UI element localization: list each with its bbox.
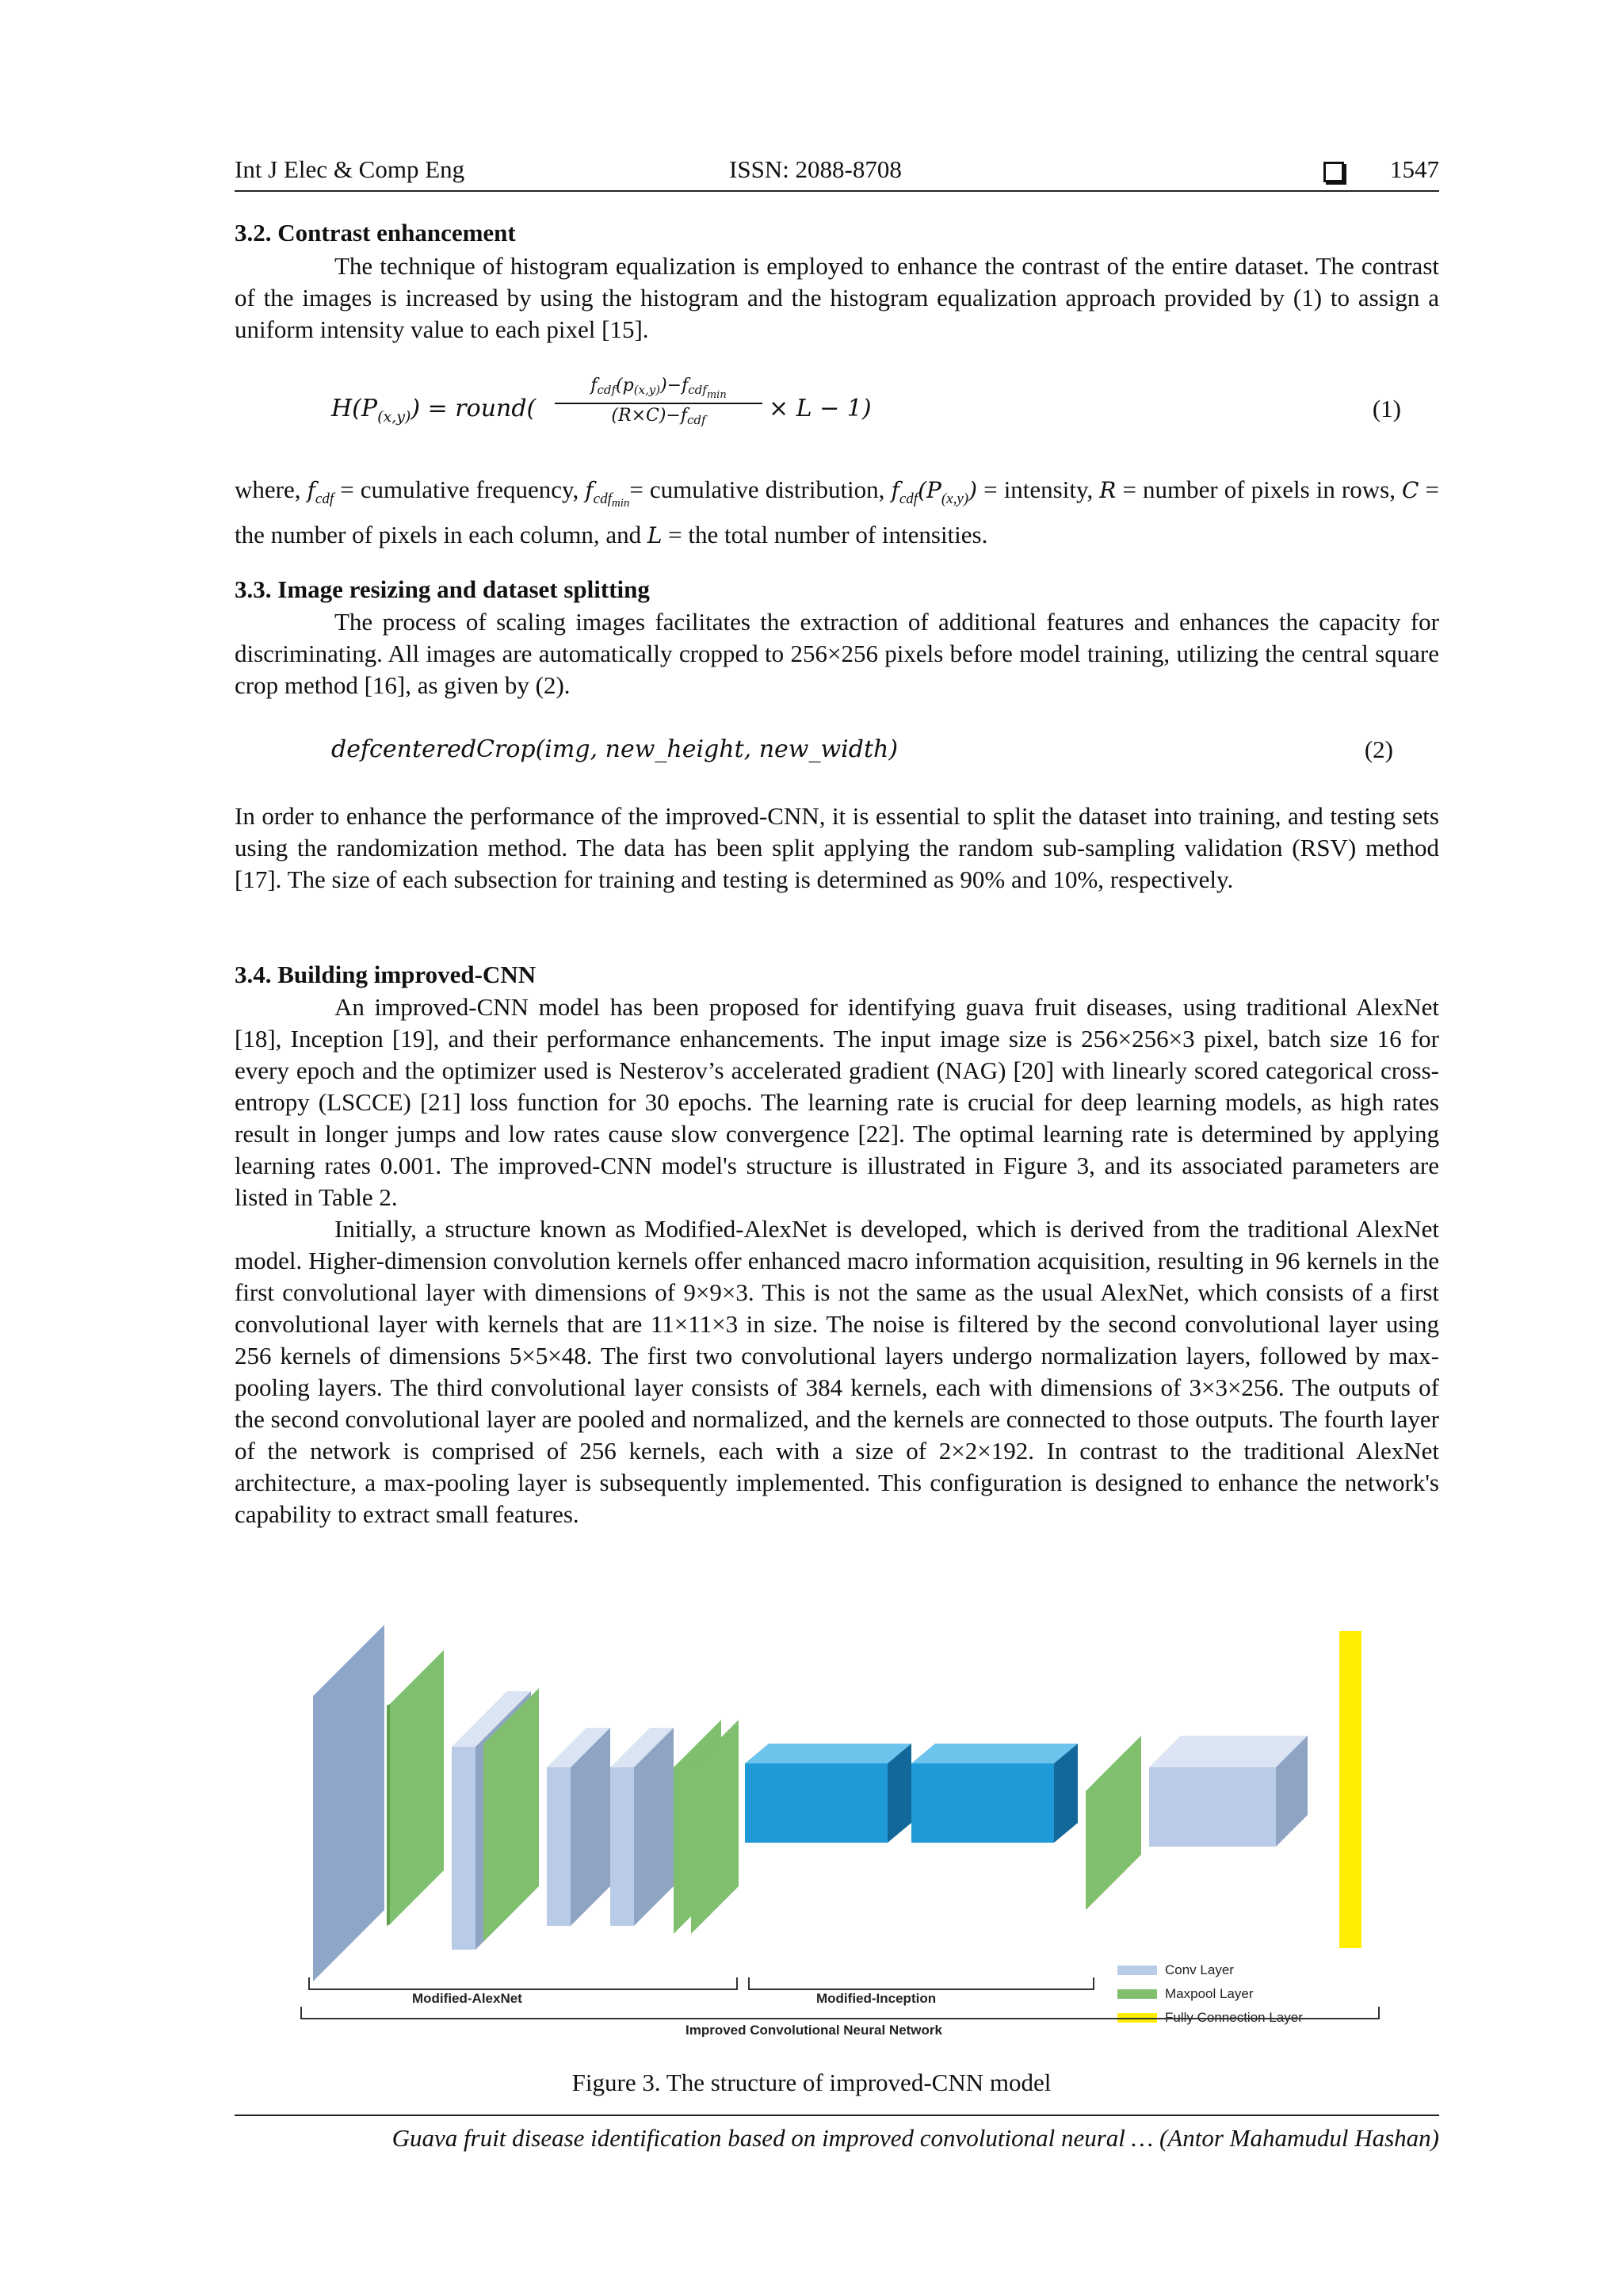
equation-1-fraction (555, 376, 762, 427)
legend-maxpool-swatch (1117, 1989, 1157, 1999)
issn: ISSN: 2088-8708 (729, 155, 902, 183)
eq-den-sub: cdf (687, 413, 706, 427)
section-heading-3-3: 3.3. Image resizing and dataset splitting (235, 575, 650, 603)
square-bullet-icon (1323, 162, 1344, 182)
eq-cdf-sub: cdf (597, 383, 617, 397)
maxpool-layer-edge (387, 1704, 390, 1926)
equation-1-tail: × L − 1) (769, 395, 872, 422)
eq-denominator (555, 404, 762, 427)
text: = the total number of intensities. (662, 521, 988, 548)
inception-block-top (745, 1744, 911, 1763)
sym: L (647, 522, 663, 548)
sym-sub: cdf (899, 491, 918, 507)
eq-numerator (555, 376, 762, 404)
page-number: 1547 (1390, 155, 1439, 183)
journal-name: Int J Elec & Comp Eng (235, 155, 465, 183)
paragraph: In order to enhance the performance of the improved-CNN, it is essential to split the dataset into training, and testing sets using the randomization method. The data has been split applying the random sub-sampling validation (RSV) method [17]. The size of each subsection for training and testing is determined as 90% and 10%, respectively. (235, 802, 1439, 893)
section-heading-3-4: 3.4. Building improved-CNN (235, 961, 537, 988)
sym: R (1099, 477, 1117, 503)
eq-xy-sub: (x,y) (633, 383, 661, 397)
section-3-4-body (235, 991, 1439, 1530)
equation-1 (0, 372, 1623, 444)
paragraph: The process of scaling images facilitates the extraction of additional features and enhances the capacity for discriminating. All images are automatically cropped to 256×256 pixels before model training, utilizing the central square crop method [16], as given by (2). (235, 608, 1439, 699)
paragraph: An improved-CNN model has been proposed for identifying guava fruit diseases, using traditional AlexNet [18], Inception [19], and their performance enhancements. The input image size is 256×256×3 pixel, batch size 16 for every epoch and the optimizer used is Nesterov’s accelerated gradient (NAG) [20] with linearly scored categorical cross-entropy (LSCCE) [21] loss function for 30 epochs. The learning rate is crucial for deep learning models, as high rates result in longer jumps and low rates cause slow convergence [22]. The optimal learning rate is determined by applying learning rates 0.001. The improved-CNN model's structure is illustrated in Figure 3, and its associated parameters are listed in Table 2. (235, 993, 1439, 1211)
eq-den: (R×C)−f (611, 406, 687, 426)
section-3-3-body-2 (235, 800, 1439, 896)
conv-layer (610, 1767, 634, 1926)
equation-1-number: (1) (1372, 395, 1401, 422)
sym: C (1402, 477, 1419, 503)
bracket-inception (749, 1977, 1094, 1989)
text: = cumulative distribution, (629, 476, 892, 503)
maxpool-layer (390, 1650, 444, 1924)
equation-2-body: defcenteredCrop(img, new_height, new_width) (331, 735, 899, 763)
paragraph: The technique of histogram equalization is employed to enhance the contrast of the entire dataset. The contrast of the images is increased by using the histogram and the histogram equalization approach provided by (1) to assign a uniform intensity value to each pixel [15]. (235, 252, 1439, 343)
sym-sub: min (611, 497, 630, 510)
conv-layer (452, 1747, 475, 1950)
sym: f (585, 477, 594, 503)
maxpool-layer (1094, 1736, 1141, 1902)
sym-sub: (x,y) (941, 491, 969, 507)
label-inception: Modified-Inception (816, 1991, 937, 2006)
eq-cdf-sub2: cdf (688, 383, 707, 397)
equation-2 (0, 720, 1623, 763)
inception-block-top (911, 1744, 1078, 1763)
sym: (P (918, 477, 941, 503)
equation-2-number: (2) (1364, 735, 1393, 763)
paragraph: Initially, a structure known as Modified-AlexNet is developed, which is derived from the traditional AlexNet model. Higher-dimension convolution kernels offer enhanced macro information acquisition, resulting in 96 kernels in the first convolutional layer with dimensions of 9×9×3. This is not the same as the usual AlexNet, which consists of a first convolutional layer with kernels that are 11×11×3 in size. The noise is filtered by the second convolutional layer using 256 kernels of dimensions 5×5×48. The first two convolutional layers undergo normalization layers, followed by max-pooling layers. The third convolutional layer consists of 384 kernels, each with dimensions of 3×3×256. The outputs of the second convolutional layer are pooled and normalized, and the kernels are connected to those outputs. The fourth layer of the network is comprised of 256 kernels, each with a size of 2×2×192. In contrast to the traditional AlexNet architecture, a max-pooling layer is subsequently implemented. This configuration is designed to enhance the network's capability to extract small features. (235, 1215, 1439, 1528)
text: = number of pixels in rows, (1116, 476, 1403, 503)
eq-lhs-sub: (x,y) (377, 408, 411, 426)
sym-sub: cdf (315, 491, 334, 507)
equation-1-lhs (331, 395, 536, 426)
figure-caption: Figure 3. The structure of improved-CNN model (571, 2069, 1052, 2096)
sym-sub: cdf (593, 491, 612, 507)
inception-block (745, 1763, 888, 1843)
eq-lhs: H(P (331, 395, 378, 422)
sym: f (891, 477, 899, 503)
label-alexnet: Modified-AlexNet (412, 1991, 522, 2006)
running-header (235, 155, 1439, 192)
text: where, (235, 476, 307, 503)
eq-round: ) = round( (411, 395, 537, 422)
inception-block (911, 1763, 1054, 1843)
section-3-3-body (235, 606, 1439, 701)
eq-min-sub: min (706, 389, 727, 401)
section-3-2-body (235, 250, 1439, 346)
conv-layer (547, 1767, 571, 1926)
where-clause (235, 474, 1439, 552)
legend-conv-label: Conv Layer (1165, 1962, 1234, 1977)
paragraph (235, 474, 1439, 552)
legend-conv-swatch (1117, 1966, 1157, 1975)
cnn-architecture-diagram (293, 1617, 1403, 2037)
eq-minus-f: )−f (660, 376, 689, 395)
sym: f (307, 477, 315, 503)
legend-fc-label: Fully Connection Layer (1165, 2010, 1303, 2025)
legend-maxpool-label: Maxpool Layer (1165, 1986, 1254, 2001)
eq-p: (p (616, 376, 634, 395)
text: = intensity, (977, 476, 1100, 503)
label-overall: Improved Convolutional Neural Network (685, 2023, 942, 2037)
running-footer: Guava fruit disease identification based on improved convolutional neural … (Antor Mahamudul Hashan) (235, 2115, 1439, 2153)
fully-connected-layer (1339, 1631, 1361, 1948)
figure-3 (293, 1617, 1403, 2037)
eq-f: f (590, 376, 598, 395)
text: = cumulative frequency, (334, 476, 586, 503)
conv-block (1149, 1767, 1276, 1847)
sym: ) (968, 477, 978, 503)
section-heading-3-2: 3.2. Contrast enhancement (235, 219, 516, 246)
input-layer (313, 1625, 384, 1981)
text: = the number of pixels in each column, and (235, 476, 1440, 548)
bracket-alexnet (309, 1977, 737, 1989)
